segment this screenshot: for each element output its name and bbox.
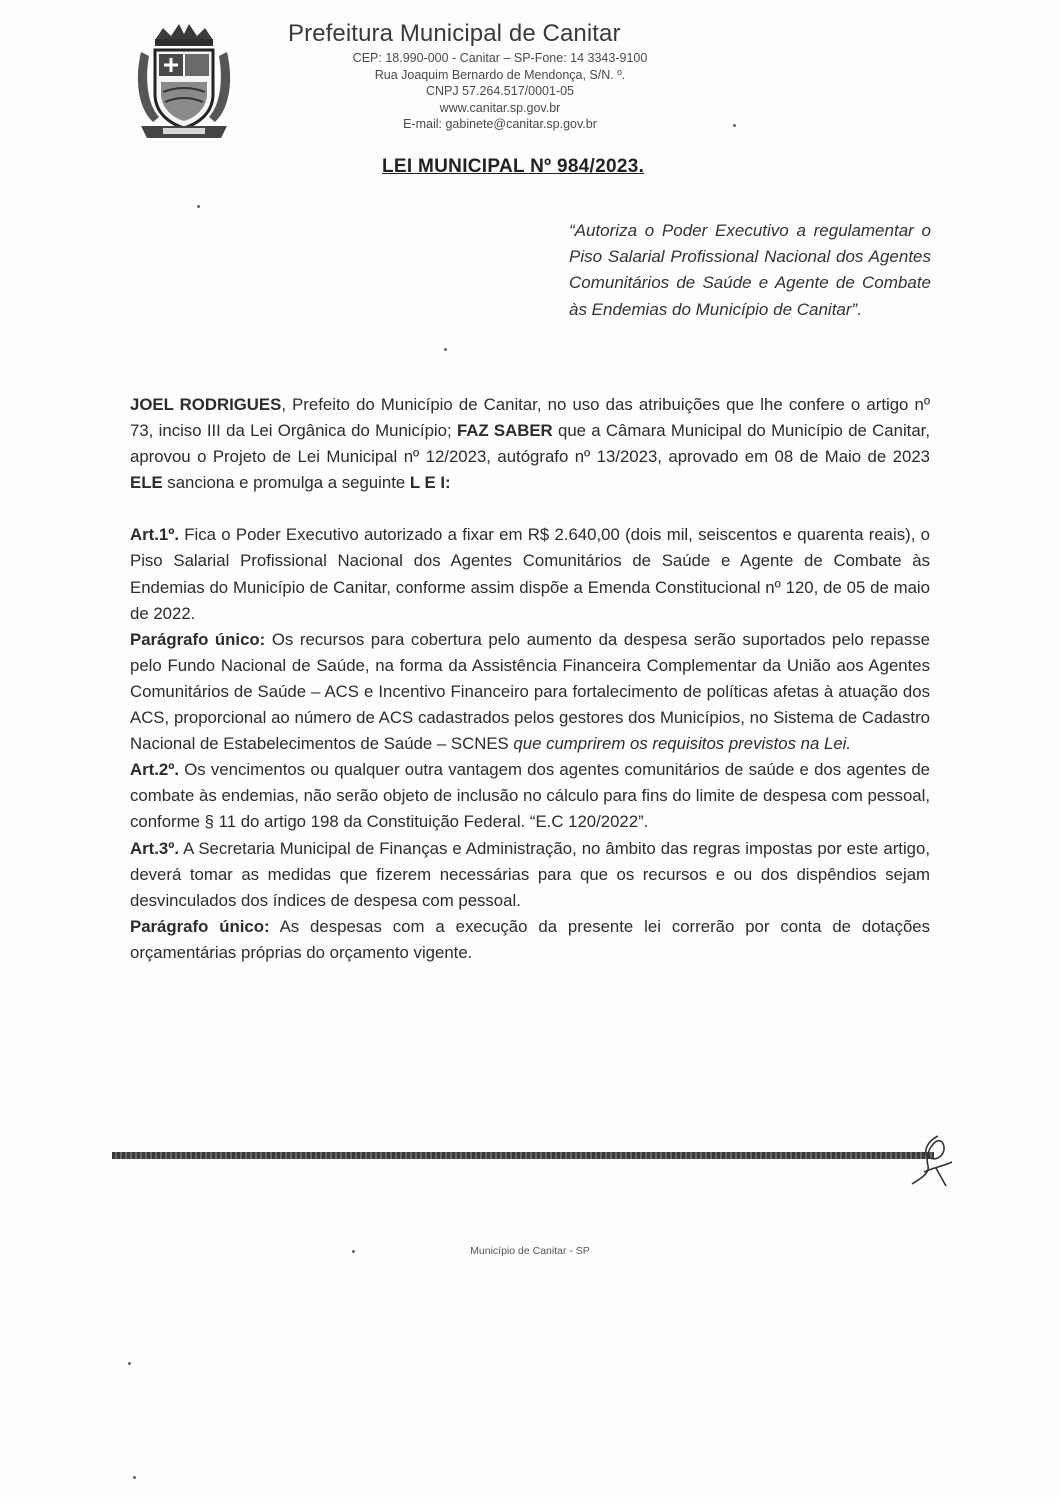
scan-speck (128, 1362, 131, 1365)
law-title: LEI MUNICIPAL Nº 984/2023. (382, 156, 645, 177)
article-3-text: A Secretaria Municipal de Finanças e Administração, no âmbito das regras impostas por este artigo, deverá tomar as medidas que fizerem necessárias para que os recursos e ou dos dispêndios sejam desvinculados dos índices de despesa com pessoal. (130, 838, 930, 910)
ele: ELE (130, 473, 163, 493)
contact-line-cnpj: CNPJ 57.264.517/0001-05 (425, 84, 575, 99)
contact-block (300, 50, 700, 133)
article-3-paragraph-label: Parágrafo único: (130, 916, 270, 936)
contact-line-street: Rua Joaquim Bernardo de Mendonça, S/N. º. (374, 67, 626, 82)
article-3 (130, 836, 930, 914)
organization-name: Prefeitura Municipal de Canitar (288, 20, 621, 47)
coat-of-arms-icon (133, 22, 235, 142)
contact-line-address: CEP: 18.990-000 - Canitar – SP-Fone: 14 3343-9100 (352, 51, 648, 65)
signature-icon (908, 1132, 956, 1188)
scan-speck (197, 205, 200, 208)
article-2 (130, 757, 930, 835)
article-2-label: Art.2º. (130, 760, 180, 780)
article-3-label: Art.3º. (130, 838, 180, 858)
scan-speck (352, 1250, 355, 1253)
preamble-text-3: sanciona e promulga a seguinte (162, 473, 410, 493)
contact-line-website: www.canitar.sp.gov.br (439, 100, 561, 115)
article-1-paragraph (130, 627, 930, 757)
article-2-text: Os vencimentos ou qualquer outra vantagem dos agentes comunitários de saúde e dos agentes de combate às endemias, não serão objeto de inclusão no cálculo para fins do limite de despesa com pessoal, conforme § 11 do artigo 198 da Constituição Federal. “E.C 120/2022”. (130, 760, 930, 832)
article-1 (130, 522, 930, 626)
article-1-paragraph-italic: que cumprirem os requisitos previstos na Lei. (513, 734, 852, 754)
scan-speck (133, 1476, 136, 1479)
footer-divider (112, 1152, 934, 1159)
scan-speck (444, 348, 447, 351)
article-1-label: Art.1º. (130, 525, 180, 545)
preamble-text-2: que a Câmara Municipal do Município de Canitar, aprovou o Projeto de Lei Municipal nº 12/2023, autógrafo nº 13/2023, aprovado em 08 de Maio de 2023 (130, 421, 930, 467)
preamble-text-1: , Prefeito do Município de Canitar, no uso das atribuições que lhe confere o artigo nº 73, inciso III da Lei Orgânica do Município; (130, 395, 930, 441)
lei-label: L E I: (409, 473, 451, 493)
law-body (130, 392, 930, 966)
ementa: “Autoriza o Poder Executivo a regulamentar o Piso Salarial Profissional Nacional dos Agentes Comunitários de Saúde e Agente de Combate às Endemias do Município de Canitar”. (569, 221, 931, 319)
article-1-paragraph-label: Parágrafo único: (130, 629, 266, 649)
article-1-text: Fica o Poder Executivo autorizado a fixar em R$ 2.640,00 (dois mil, seiscentos e quarenta reais), o Piso Salarial Profissional Nacional dos Agentes Comunitários de Saúde e Agente de Combate às Endemias do Município de Canitar, conforme assim dispõe a Emenda Constitucional nº 120, de 05 de maio de 2022. (130, 525, 930, 623)
footer-text: Município de Canitar - SP (470, 1245, 590, 1257)
contact-line-email: E-mail: gabinete@canitar.sp.gov.br (403, 117, 597, 132)
article-3-paragraph-text: As despesas com a execução da presente lei correrão por conta de dotações orçamentárias próprias do orçamento vigente. (130, 916, 931, 962)
article-1-paragraph-text: Os recursos para cobertura pelo aumento da despesa serão suportados pelo repasse pelo Fundo Nacional de Saúde, na forma da Assistência Financeira Complementar da União aos Agentes Comunitários de Saúde – ACS e Incentivo Financeiro para fortalecimento de políticas afetas à atuação dos ACS, proporcional ao número de ACS cadastrados pelos gestores dos Municípios, no Sistema de Cadastro Nacional de Estabelecimentos de Saúde – SCNES (130, 629, 930, 754)
mayor-name: JOEL RODRIGUES (130, 395, 282, 414)
article-3-paragraph (130, 914, 930, 966)
scan-speck (733, 124, 736, 127)
preamble (130, 392, 930, 496)
faz-saber: FAZ SABER (456, 421, 553, 441)
